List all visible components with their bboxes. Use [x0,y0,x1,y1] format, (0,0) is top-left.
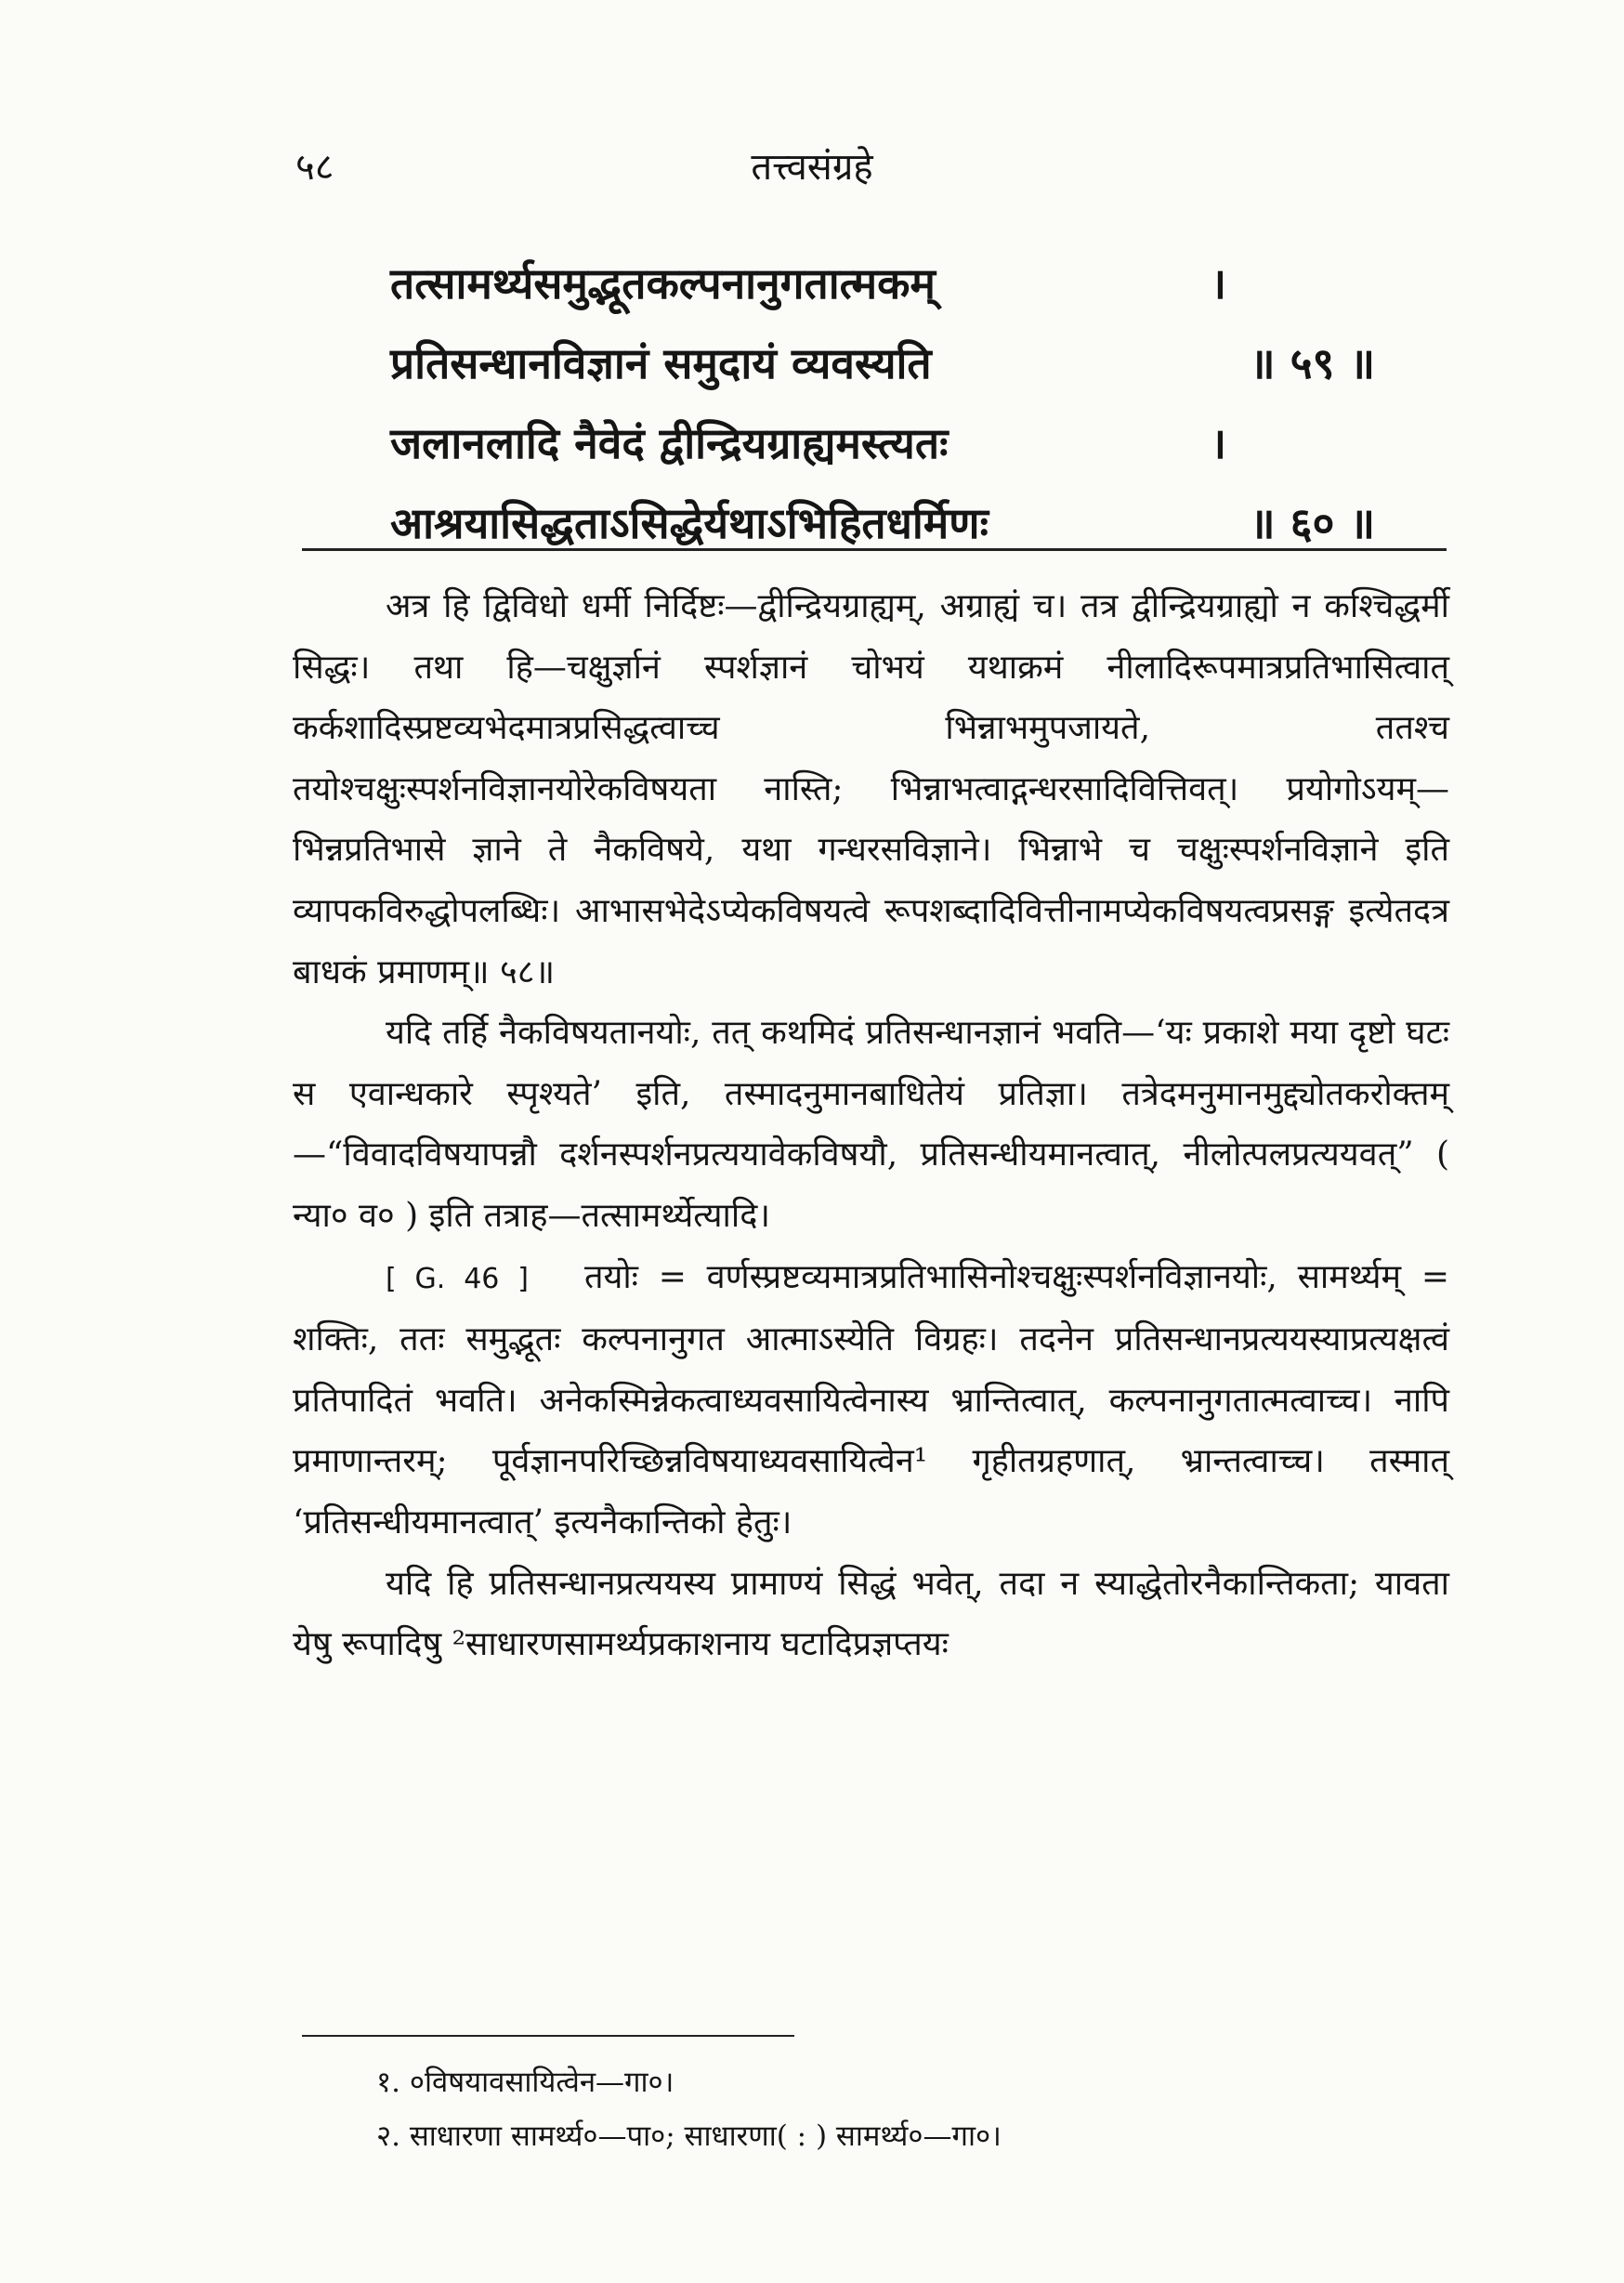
verse-number: ॥ ५९ ॥ [1250,338,1375,388]
verse-end: । [1210,258,1226,308]
footnote: २. साधारणा सामर्थ्य०—पा०; साधारणा( : ) सामर्थ्य०—गा०। [376,2119,1002,2153]
verse-text: जलानलादि नैवेदं द्वीन्द्रियग्राह्यमस्त्यतः [390,418,949,468]
footnotes [376,2055,1398,2163]
verse-line [390,403,1375,483]
verse-text: आश्रयासिद्धताऽसिद्धेर्यथाऽभिहितधर्मिणः [390,498,989,548]
running-header [0,139,1624,195]
page-number: ५८ [295,146,334,189]
commentary-paragraph: अत्र हि द्विविधो धर्मी निर्दिष्टः—द्वीन्द्रियग्राह्यम्, अग्राह्यं च। तत्र द्वीन्द्रियग्राह्यो न कश्चिद्धर्मी सिद्धः। तथा हि—चक्षुर्ज्ञानं स्पर्शज्ञानं चोभयं यथाक्रमं नीलादिरूपमात्रप्रतिभासित्वात् कर्कशादिस्प्रष्टव्यभेदमात्रप्रसिद्धत्वाच्च भिन्नाभमुपजायते, ततश्च तयोश्चक्षुःस्पर्शनविज्ञानयोरेकविषयता नास्ति; भिन्नाभत्वाद्गन्धरसादिवित्तिवत्। प्रयोगोऽयम्—भिन्नप्रतिभासे ज्ञाने ते नैकविषये, यथा गन्धरसविज्ञाने। भिन्नाभे च चक्षुःस्पर्शनविज्ञाने इति व्यापकविरुद्धोपलब्धिः। आभासभेदेऽप्येकविषयत्वे रूपशब्दादिवित्तीनामप्येकविषयत्वप्रसङ्ग इत्येतदत्र बाधकं प्रमाणम्॥ ५८॥ [293,587,1449,991]
commentary-text: तयोः = वर्णस्प्रष्टव्यमात्रप्रतिभासिनोश्चक्षुःस्पर्शनविज्ञानयोः, सामर्थ्यम् = शक्तिः, ततः समुद्भूतः कल्पनानुगत आत्माऽस्येति विग्रहः। तदनेन प्रतिसन्धानप्रत्ययस्याप्रत्यक्षत्वं प्रतिपादितं भवति। अनेकस्मिन्नेकत्वाध्यवसायित्वेनास्य भ्रान्तित्वात्, कल्पनानुगतात्मत्वाच्च। नापि प्रमाणान्तरम्; पूर्वज्ञानपरिच्छिन्नविषयाध्यवसायित्वेन¹ गृहीतग्रहणात्, भ्रान्तत्वाच्च। तस्मात् ‘प्रतिसन्धीयमानत्वात्’ इत्यनैकान्तिको हेतुः। [293,1257,1449,1542]
commentary-paragraph: यदि तर्हि नैकविषयतानयोः, तत् कथमिदं प्रतिसन्धानज्ञानं भवति—‘यः प्रकाशे मया दृष्टो घटः स एवान्धकारे स्पृश्यते’ इति, तस्मादनुमानबाधितेयं प्रतिज्ञा। तत्रेदमनुमानमुद्द्योतकरोक्तम्—“विवादविषयापन्नौ दर्शनस्पर्शनप्रत्ययावेकविषयौ, प्रतिसन्धीयमानत्वात्, नीलोत्पलप्रत्ययवत्” ( न्या० व० ) इति तत्राह—तत्सामर्थ्येत्यादि। [293,1014,1449,1235]
verse-block [390,243,1375,563]
verse-end: । [1210,418,1226,468]
verse-divider [302,548,1447,551]
footnote-divider [302,2035,794,2037]
verse-line [390,483,1375,563]
commentary-paragraph: यदि हि प्रतिसन्धानप्रत्ययस्य प्रामाण्यं सिद्धं भवेत्, तदा न स्याद्धेतोरनैकान्तिकता; यावता येषु रूपादिषु ²साधारणसामर्थ्यप्रकाशनाय घटादिप्रज्ञप्तयः [293,1564,1449,1664]
running-title: तत्त्वसंग्रहे [751,146,873,189]
edition-page-ref: [ G. 46 ] [386,1262,529,1295]
footnote: १. ०विषयावसायित्वेन—गा०। [376,2066,674,2099]
verse-text: तत्सामर्थ्यसमुद्भूतकल्पनानुगतात्मकम् [390,258,936,308]
commentary [293,576,1449,1675]
verse-number: ॥ ६० ॥ [1250,498,1375,548]
verse-line [390,323,1375,403]
verse-text: प्रतिसन्धानविज्ञानं समुदायं व्यवस्यति [390,338,932,388]
verse-line [390,243,1375,323]
commentary-paragraph [293,1247,1449,1554]
